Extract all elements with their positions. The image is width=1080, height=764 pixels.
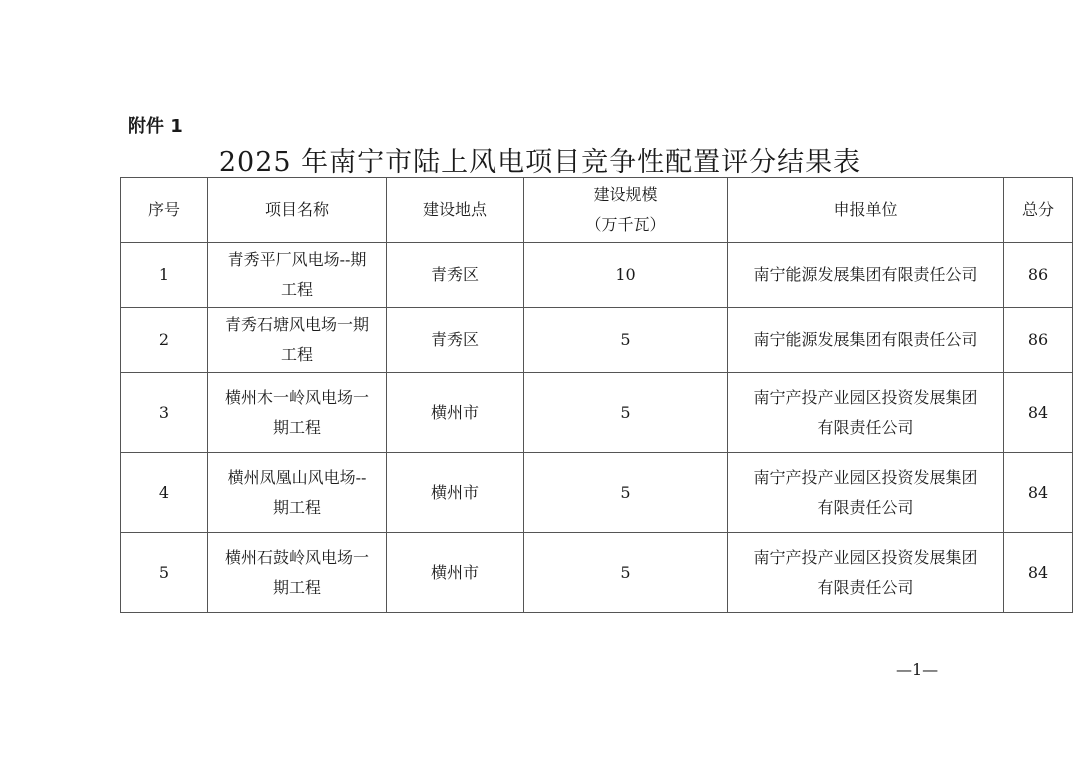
cell-index: 5 [121, 533, 208, 613]
cell-project-name [208, 373, 387, 453]
cell-index: 4 [121, 453, 208, 533]
table-row [121, 308, 1073, 373]
cell-scale: 10 [524, 243, 728, 308]
cell-index: 2 [121, 308, 208, 373]
page-number: —1— [896, 660, 939, 679]
cell-applicant: 南宁能源发展集团有限责任公司 [728, 243, 1004, 308]
applicant-line2: 有限责任公司 [817, 497, 914, 517]
cell-applicant [728, 453, 1004, 533]
cell-project-name [208, 453, 387, 533]
cell-location: 青秀区 [387, 243, 524, 308]
applicant-line1: 南宁产投产业园区投资发展集团 [753, 547, 978, 567]
cell-applicant [728, 533, 1004, 613]
cell-scale: 5 [524, 373, 728, 453]
project-name-line1: 横州木一岭风电场一 [224, 387, 369, 407]
cell-score: 84 [1004, 453, 1073, 533]
table-row [121, 243, 1073, 308]
cell-score: 84 [1004, 373, 1073, 453]
project-name-line2: 工程 [280, 280, 313, 299]
project-name-line1: 横州凤凰山风电场-- [227, 467, 367, 487]
cell-project-name [208, 308, 387, 373]
attachment-label: 附件 1 [128, 116, 183, 137]
header-location: 建设地点 [387, 178, 524, 243]
header-project-name: 项目名称 [208, 178, 387, 243]
applicant-line1: 南宁产投产业园区投资发展集团 [753, 467, 978, 487]
cell-applicant: 南宁能源发展集团有限责任公司 [728, 308, 1004, 373]
cell-scale: 5 [524, 308, 728, 373]
cell-project-name [208, 243, 387, 308]
table-row [121, 453, 1073, 533]
cell-scale: 5 [524, 533, 728, 613]
cell-scale: 5 [524, 453, 728, 533]
project-name-line2: 期工程 [272, 417, 321, 437]
cell-location: 横州市 [387, 533, 524, 613]
header-scale-line1: 建设规模 [593, 185, 658, 204]
table-header-row [121, 178, 1073, 243]
project-name-line1: 青秀石塘风电场一期 [224, 315, 369, 334]
header-applicant: 申报单位 [728, 178, 1004, 243]
applicant-line1: 南宁产投产业园区投资发展集团 [753, 387, 978, 407]
project-name-line2: 工程 [280, 345, 313, 364]
cell-applicant [728, 373, 1004, 453]
cell-location: 青秀区 [387, 308, 524, 373]
project-name-line2: 期工程 [272, 577, 321, 597]
cell-project-name [208, 533, 387, 613]
cell-location: 横州市 [387, 453, 524, 533]
score-results-table [120, 177, 1073, 613]
table-row [121, 533, 1073, 613]
table-row [121, 373, 1073, 453]
project-name-line1: 横州石鼓岭风电场一 [224, 547, 369, 567]
applicant-line2: 有限责任公司 [817, 417, 914, 437]
document-title: 2025 年南宁市陆上风电项目竞争性配置评分结果表 [218, 147, 862, 178]
header-scale-line2: （万千瓦） [585, 215, 666, 234]
applicant-line2: 有限责任公司 [817, 577, 914, 597]
cell-score: 86 [1004, 243, 1073, 308]
cell-score: 86 [1004, 308, 1073, 373]
project-name-line1: 青秀平厂风电场--期 [227, 250, 367, 269]
cell-location: 横州市 [387, 373, 524, 453]
project-name-line2: 期工程 [272, 497, 321, 517]
header-score: 总分 [1004, 178, 1073, 243]
cell-index: 1 [121, 243, 208, 308]
header-index: 序号 [121, 178, 208, 243]
cell-score: 84 [1004, 533, 1073, 613]
cell-index: 3 [121, 373, 208, 453]
header-scale [524, 178, 728, 243]
